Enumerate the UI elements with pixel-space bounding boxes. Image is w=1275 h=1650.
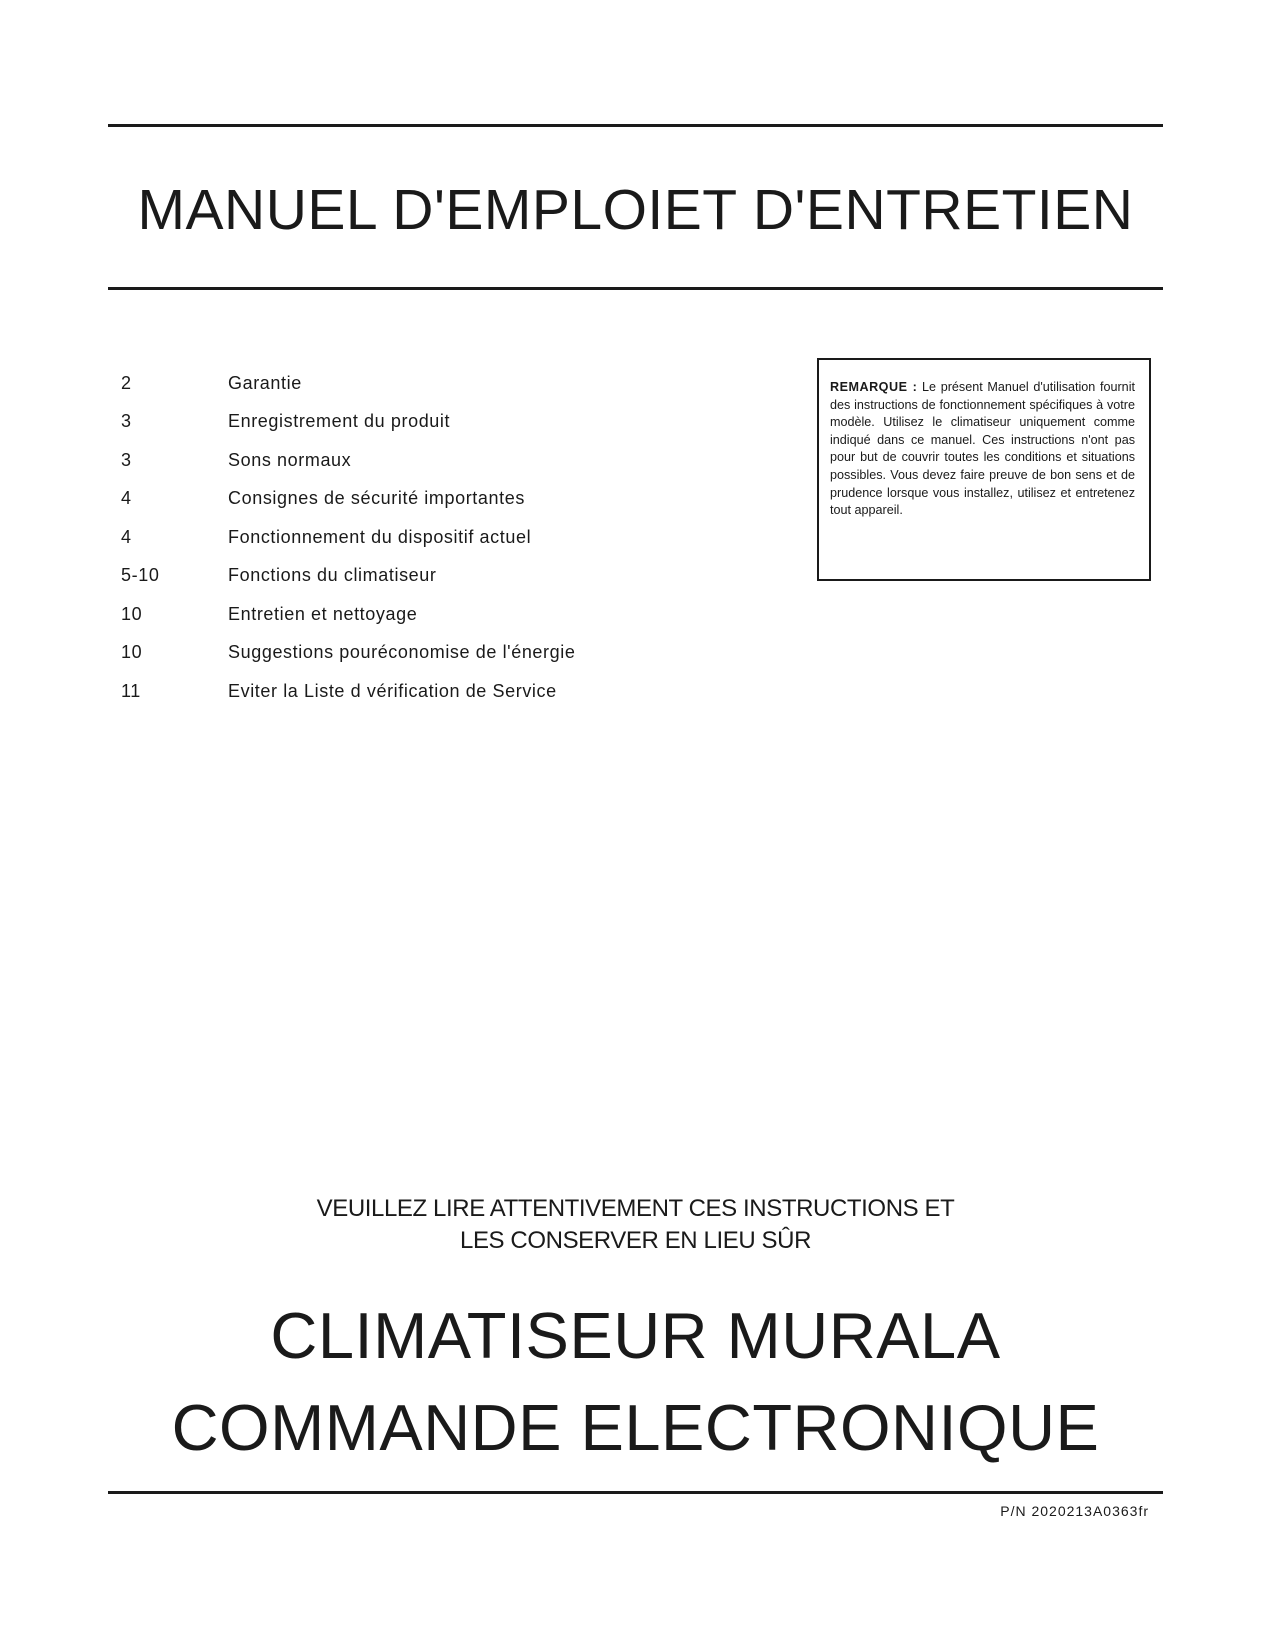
toc-item: [121, 595, 761, 634]
toc-page-number: 11: [121, 680, 141, 701]
page-title: MANUEL D'EMPLOIET D'ENTRETIEN: [137, 178, 1134, 242]
toc-page-number: 4: [121, 488, 132, 509]
title-divider: [108, 287, 1163, 290]
toc-item-title: Garantie: [228, 372, 302, 393]
toc-item: [121, 518, 761, 557]
toc-page-number: 10: [121, 642, 143, 663]
toc-item: [121, 557, 761, 596]
product-title-line-2: COMMANDE ELECTRONIQUE: [171, 1391, 1100, 1464]
read-instructions-notice: [108, 1193, 1163, 1257]
toc-item-title: Consignes de sécurité importantes: [228, 488, 525, 509]
toc-item-title: Eviter la Liste d vérification de Service: [228, 680, 557, 701]
toc-page-number: 4: [121, 526, 132, 547]
toc-item: [121, 364, 761, 403]
toc-item-title: Fonctions du climatiseur: [228, 565, 437, 586]
instruction-line-2: LES CONSERVER EN LIEU SÛR: [460, 1227, 811, 1254]
note-label: REMARQUE :: [830, 380, 918, 394]
instruction-line-1: VEUILLEZ LIRE ATTENTIVEMENT CES INSTRUCTIONS ET: [316, 1195, 955, 1222]
product-title: [108, 1290, 1163, 1474]
toc-page-number: 2: [121, 372, 132, 393]
toc-item-title: Fonctionnement du dispositif actuel: [228, 526, 532, 547]
note-box: [817, 358, 1151, 581]
part-number: P/N 2020213A0363fr: [1000, 1503, 1149, 1519]
toc-item: [121, 672, 761, 711]
toc-page-number: 3: [121, 411, 132, 432]
table-of-contents: [121, 364, 761, 711]
toc-page-number: 5-10: [121, 565, 160, 586]
toc-item: [121, 634, 761, 673]
toc-item: [121, 441, 761, 480]
product-title-line-1: CLIMATISEUR MURALA: [270, 1299, 1001, 1372]
toc-item: [121, 480, 761, 519]
toc-page-number: 3: [121, 449, 132, 470]
toc-item-title: Entretien et nettoyage: [228, 603, 418, 624]
toc-item-title: Suggestions pouréconomise de l'énergie: [228, 642, 576, 663]
top-divider: [108, 124, 1163, 127]
toc-item: [121, 403, 761, 442]
bottom-divider: [108, 1491, 1163, 1494]
note-text: Le présent Manuel d'utilisation fournit des instructions de fonctionnement spécifiques à votre modèle. Utilisez le climatiseur uniquement comme indiqué dans ce manuel. Ces instructions n'ont pas pour but de couvrir toutes les conditions et situations possibles. Vous devez faire preuve de bon sens et de prudence lorsque vous installez, utilisez et entretenez tout appareil.: [830, 380, 1135, 518]
toc-page-number: 10: [121, 603, 143, 624]
toc-item-title: Enregistrement du produit: [228, 411, 451, 432]
toc-item-title: Sons normaux: [228, 449, 352, 470]
